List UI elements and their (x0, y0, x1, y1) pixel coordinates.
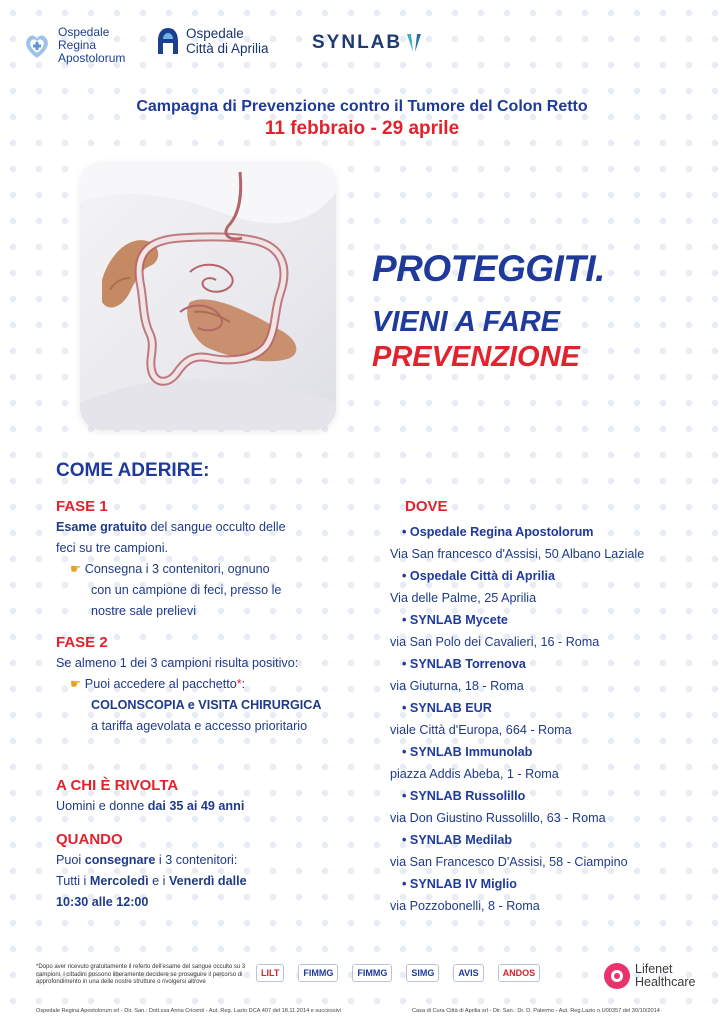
dove-item-address: Via delle Palme, 25 Aprilia (390, 591, 537, 605)
fase-2-text-2: a tariffa agevolata e accesso prioritario (91, 719, 308, 733)
legal-right: Casa di Cura Città di Aprilia srl - Dir. San.: Dr. D. Palermo - Aut. Reg.Lazio n.U00357 del 30/10/2014 (412, 1008, 660, 1014)
quando-line-2 (56, 871, 376, 892)
lifenet-line-2: Healthcare (635, 975, 696, 989)
fase-2-bullet-text: Puoi accedere al pacchetto (84, 677, 237, 691)
dove-name-4: SYNLAB EUR (409, 701, 492, 715)
dove-item-name: • SYNLAB Mycete (402, 613, 508, 627)
andos-logo: ANDOS (498, 964, 541, 982)
fase-2-bold (56, 695, 376, 716)
fase-1-bullet-text-1: Consegna i 3 contenitori, ognuno (84, 562, 270, 576)
fase-1-title: FASE 1 (56, 498, 108, 515)
hero-slogan (372, 248, 605, 374)
fase-2-title: FASE 2 (56, 634, 108, 651)
quando-b4: 10:30 alle 12:00 (56, 895, 149, 909)
fase-1-text (56, 517, 366, 538)
dove-item-name: • SYNLAB IV Miglio (402, 877, 517, 891)
partner-logos (256, 964, 540, 982)
dove-item-address: viale Città d'Europa, 664 - Roma (390, 723, 572, 737)
dove-name-7: SYNLAB Medilab (409, 833, 513, 847)
dove-item (390, 829, 710, 873)
header-logos (22, 24, 702, 70)
colon-illustration-icon (80, 162, 336, 430)
quando-t1: Puoi (56, 853, 85, 867)
a-chi-text-plain: Uomini e donne (56, 799, 148, 813)
dove-item-name: • SYNLAB Medilab (402, 833, 513, 847)
come-aderire-heading: COME ADERIRE: (56, 460, 210, 481)
dove-item (390, 697, 710, 741)
dove-item-address: Via San francesco d'Assisi, 50 Albano Laziale (390, 547, 645, 561)
quando-line-1 (56, 850, 376, 871)
dove-name-5: SYNLAB Immunolab (409, 745, 533, 759)
dove-item (390, 873, 710, 917)
fase-2-bullet (56, 674, 376, 695)
legal-left: Ospedale Regina Apostolorum srl - Dir. San.: Dott.ssa Anna Cricenti - Aut. Reg. Lazio DCA 407 del 18.11.2014 e successivi (36, 1008, 341, 1014)
quando-t2: i 3 contenitori: (155, 853, 238, 867)
opra-line-3: Apostolorum (58, 51, 126, 65)
aprilia-a-icon (156, 26, 180, 56)
colon-photo (80, 162, 336, 430)
hero-line-3: PREVENZIONE (372, 341, 580, 373)
fase-1-text-2: feci su tre campioni. (56, 541, 168, 555)
dove-item (390, 785, 710, 829)
quando-b1: consegnare (84, 853, 156, 867)
fase-2-section (56, 634, 376, 737)
dove-item (390, 653, 710, 697)
quando-title: QUANDO (56, 831, 123, 848)
dove-item (390, 609, 710, 653)
dove-item-address: via San Francesco D'Assisi, 58 - Ciampino (390, 855, 628, 869)
aprilia-logo (156, 26, 269, 56)
dove-item-name: • SYNLAB Torrenova (402, 657, 526, 671)
hero-line-1: PROTEGGITI. (372, 248, 605, 289)
dove-item (390, 565, 710, 609)
dove-name-2: SYNLAB Mycete (409, 613, 508, 627)
a-chi-text (56, 796, 376, 817)
dove-name-0: Ospedale Regina Apostolorum (409, 525, 594, 539)
fase-2-colon: : (241, 677, 246, 691)
fase-1-text-1: del sangue occulto delle (146, 520, 286, 534)
dove-item-address: via Don Giustino Russolillo, 63 - Roma (390, 811, 606, 825)
dove-item-name: • SYNLAB EUR (402, 701, 492, 715)
dove-item (390, 521, 710, 565)
dove-item-name: • Ospedale Città di Aprilia (402, 569, 556, 583)
lifenet-circle-icon (603, 962, 631, 990)
quando-section (56, 831, 376, 913)
quando-line-3 (56, 892, 376, 913)
dove-name-6: SYNLAB Russolillo (409, 789, 526, 803)
dove-item-address: via Giuturna, 18 - Roma (390, 679, 524, 693)
dove-item-address: via San Polo dei Cavalieri, 16 - Roma (390, 635, 600, 649)
dove-item-address: via Pozzobonelli, 8 - Roma (390, 899, 540, 913)
campaign-header (0, 98, 724, 140)
dove-item-name: • Ospedale Regina Apostolorum (402, 525, 594, 539)
quando-b3: Venerdì dalle (168, 874, 247, 888)
dove-name-1: Ospedale Città di Aprilia (409, 569, 556, 583)
synlab-wordmark: SYNLAB (312, 32, 403, 53)
opra-logo (22, 26, 125, 65)
dove-name-8: SYNLAB IV Miglio (409, 877, 517, 891)
opra-line-2: Regina (58, 38, 97, 52)
avis-logo: AVIS (453, 964, 483, 982)
dove-list (390, 521, 710, 917)
synlab-logo (312, 32, 423, 54)
dove-item-address: piazza Addis Abeba, 1 - Roma (390, 767, 559, 781)
fase-2-text-1: Se almeno 1 dei 3 campioni risulta positivo: (56, 656, 299, 670)
dove-item-name: • SYNLAB Russolillo (402, 789, 526, 803)
simg-logo: SIMG (406, 964, 439, 982)
a-chi-text-bold: dai 35 ai 49 anni (147, 799, 245, 813)
fimmg-logo-2: FIMMG (352, 964, 392, 982)
fase-2-bold-text: COLONSCOPIA e VISITA CHIRURGICA (91, 698, 322, 712)
quando-t4: e i (148, 874, 169, 888)
dove-item (390, 741, 710, 785)
aprilia-line-2: Città di Aprilia (186, 41, 269, 56)
lifenet-logo (603, 962, 695, 990)
campaign-dates: 11 febbraio - 29 aprile (264, 118, 460, 139)
opra-line-1: Ospedale (58, 25, 110, 39)
dove-item-name: • SYNLAB Immunolab (402, 745, 533, 759)
a-chi-section (56, 777, 376, 817)
synlab-wings-icon (405, 32, 423, 54)
quando-t3: Tutti i (56, 874, 90, 888)
fase-1-bullet-text-2: con un campione di feci, presso le (91, 583, 282, 597)
fase-1-bullet-text-3: nostre sale prelievi (91, 604, 196, 618)
footer-note: *Dopo aver ricevuto gratuitamente il referto dell'esame del sangue occulto su 3 campioni, i cittadini possono liberamente decidere se proseguire il percorso di approfondimento in una delle nostre strutture o rivolgersi altrove (36, 964, 246, 985)
aprilia-line-1: Ospedale (186, 26, 244, 41)
fase-1-bold: Esame gratuito (56, 520, 147, 534)
fase-1-section (56, 498, 366, 622)
heart-cross-icon (22, 31, 52, 61)
fimmg-logo: FIMMG (298, 964, 338, 982)
hero-line-2: VIENI A FARE (372, 306, 560, 338)
campaign-title: Campagna di Prevenzione contro il Tumore del Colon Retto (136, 98, 588, 115)
dove-title: DOVE (405, 498, 448, 515)
lilt-logo: LILT (256, 964, 284, 982)
lifenet-line-1: Lifenet (635, 962, 673, 976)
pointing-hand-icon: ☛ (70, 562, 82, 576)
pointing-hand-icon: ☛ (70, 677, 82, 691)
quando-b2: Mercoledì (89, 874, 149, 888)
a-chi-title: A CHI È RIVOLTA (56, 777, 179, 794)
dove-name-3: SYNLAB Torrenova (409, 657, 526, 671)
fase-1-bullet-1 (56, 559, 366, 580)
fase-2-asterisk: * (236, 677, 242, 691)
